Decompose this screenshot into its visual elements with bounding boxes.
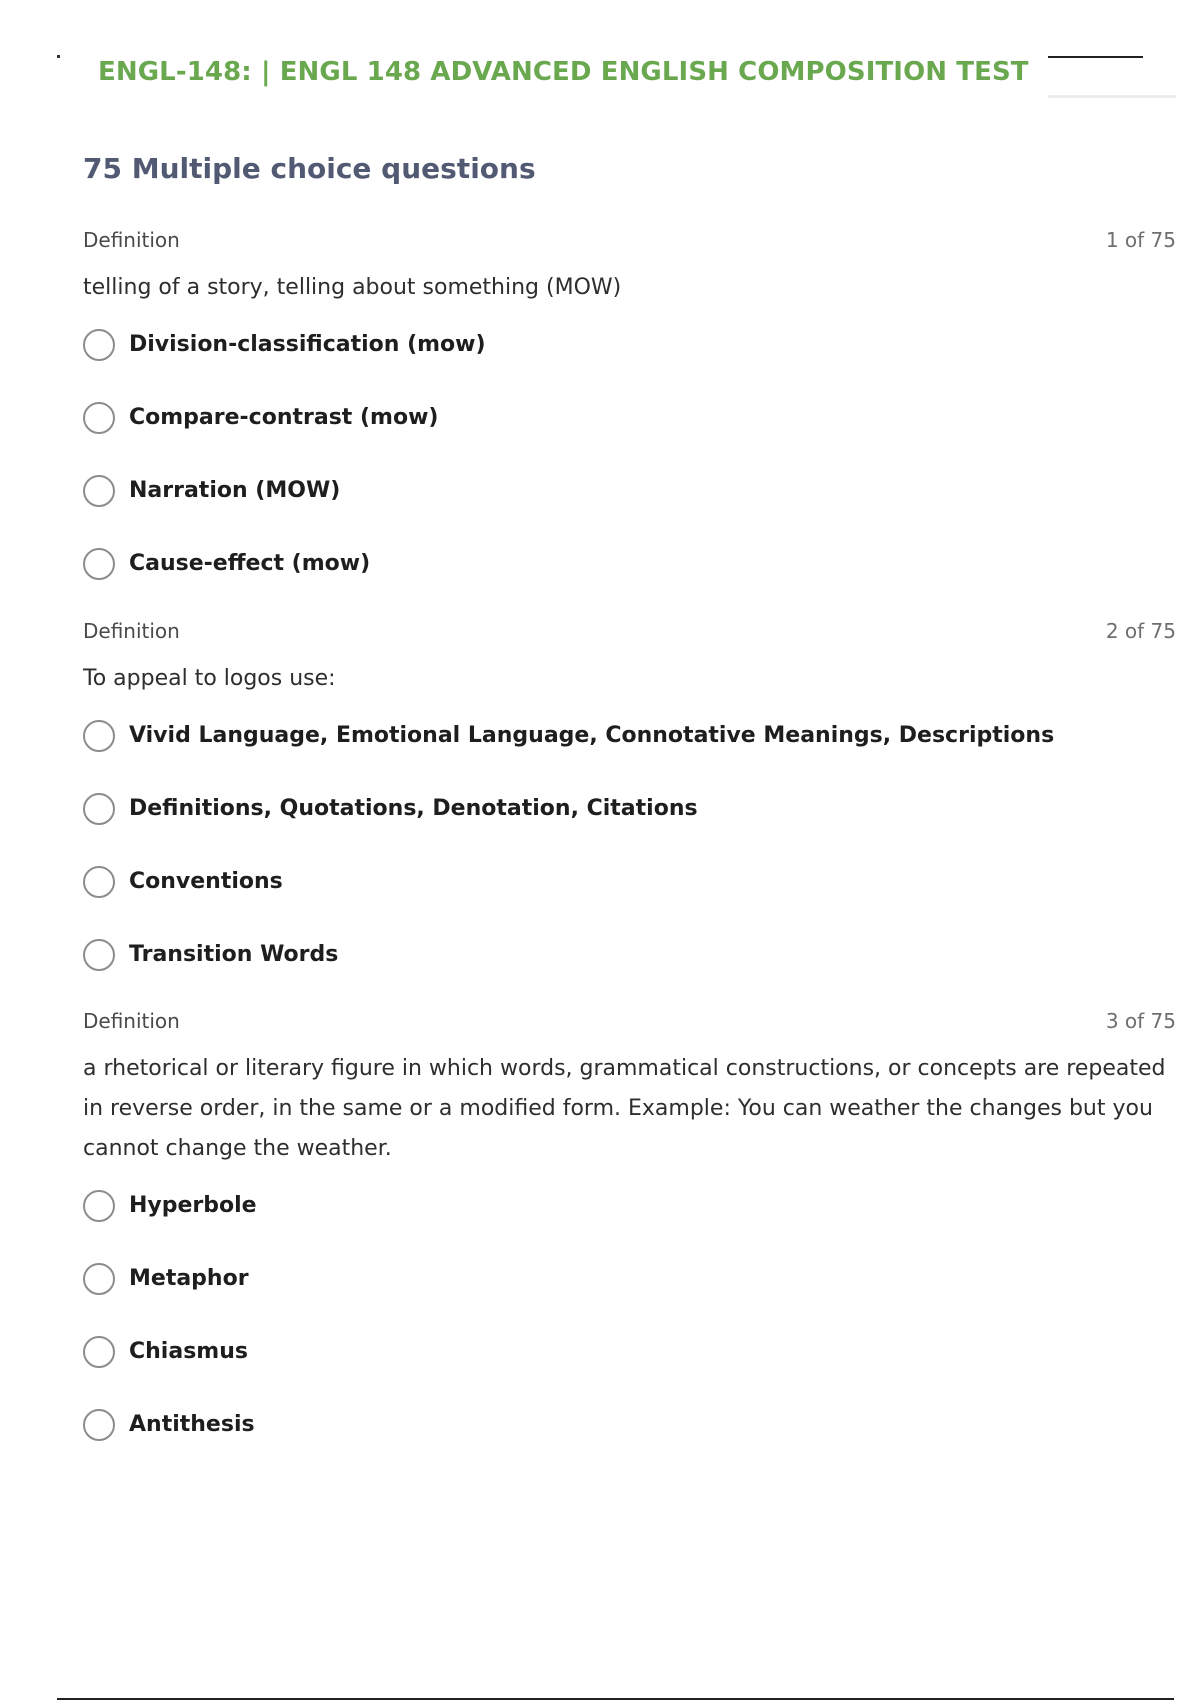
question-card-3 <box>83 1009 1176 1481</box>
question-prompt: To appeal to logos use: <box>83 666 336 691</box>
answer-options <box>83 328 1176 620</box>
answer-option[interactable] <box>83 1408 1176 1481</box>
answer-option[interactable] <box>83 792 1176 865</box>
radio-button[interactable] <box>83 402 115 434</box>
question-card-2 <box>83 619 1176 1011</box>
answer-option-label: Definitions, Quotations, Denotation, Citations <box>129 796 698 821</box>
radio-button[interactable] <box>83 720 115 752</box>
answer-option[interactable] <box>83 865 1176 938</box>
question-header <box>83 1009 1176 1037</box>
question-counter: 2 of 75 <box>1105 619 1176 643</box>
answer-option-label: Conventions <box>129 869 283 894</box>
answer-option[interactable] <box>83 401 1176 474</box>
radio-button[interactable] <box>83 1409 115 1441</box>
answer-option-label: Vivid Language, Emotional Language, Connotative Meanings, Descriptions <box>129 723 1055 748</box>
radio-button[interactable] <box>83 475 115 507</box>
answer-option[interactable] <box>83 328 1176 401</box>
radio-button[interactable] <box>83 866 115 898</box>
radio-button[interactable] <box>83 793 115 825</box>
question-kind-label: Definition <box>83 619 180 643</box>
answer-option-label: Hyperbole <box>129 1193 257 1218</box>
answer-option[interactable] <box>83 1262 1176 1335</box>
answer-option-label: Transition Words <box>129 942 339 967</box>
radio-button[interactable] <box>83 939 115 971</box>
answer-option[interactable] <box>83 1189 1176 1262</box>
question-header <box>83 619 1176 647</box>
answer-option-label: Division-classification (mow) <box>129 332 486 357</box>
section-title: 75 Multiple choice questions <box>83 152 536 185</box>
answer-option[interactable] <box>83 474 1176 547</box>
radio-button[interactable] <box>83 1190 115 1222</box>
answer-option-label: Cause-effect (mow) <box>129 551 371 576</box>
answer-option-label: Narration (MOW) <box>129 478 341 503</box>
answer-options <box>83 1189 1176 1481</box>
header-rule <box>1048 56 1143 58</box>
question-kind-label: Definition <box>83 1009 180 1033</box>
answer-option-label: Metaphor <box>129 1266 249 1291</box>
question-prompt: telling of a story, telling about something (MOW) <box>83 275 622 300</box>
document-header-title: ENGL-148: | ENGL 148 ADVANCED ENGLISH COMPOSITION TEST <box>98 57 1029 87</box>
answer-option-label: Chiasmus <box>129 1339 248 1364</box>
radio-button[interactable] <box>83 1336 115 1368</box>
question-header <box>83 228 1176 256</box>
question-card-1 <box>83 228 1176 620</box>
answer-option-label: Antithesis <box>129 1412 255 1437</box>
question-counter: 3 of 75 <box>1105 1009 1176 1033</box>
answer-option[interactable] <box>83 547 1176 620</box>
answer-option-label: Compare-contrast (mow) <box>129 405 439 430</box>
stray-mark <box>57 55 60 58</box>
question-counter: 1 of 75 <box>1105 228 1176 252</box>
header-rule-faint <box>1048 95 1176 98</box>
radio-button[interactable] <box>83 1263 115 1295</box>
radio-button[interactable] <box>83 548 115 580</box>
question-kind-label: Definition <box>83 228 180 252</box>
answer-options <box>83 719 1176 1011</box>
answer-option[interactable] <box>83 938 1176 1011</box>
answer-option[interactable] <box>83 719 1176 792</box>
radio-button[interactable] <box>83 329 115 361</box>
answer-option[interactable] <box>83 1335 1176 1408</box>
question-prompt: a rhetorical or literary figure in which words, grammatical constructions, or concepts are repeated in reverse order, in the same or a modified form. Example: You can weather the changes but you cannot change the weather. <box>83 1056 1166 1161</box>
